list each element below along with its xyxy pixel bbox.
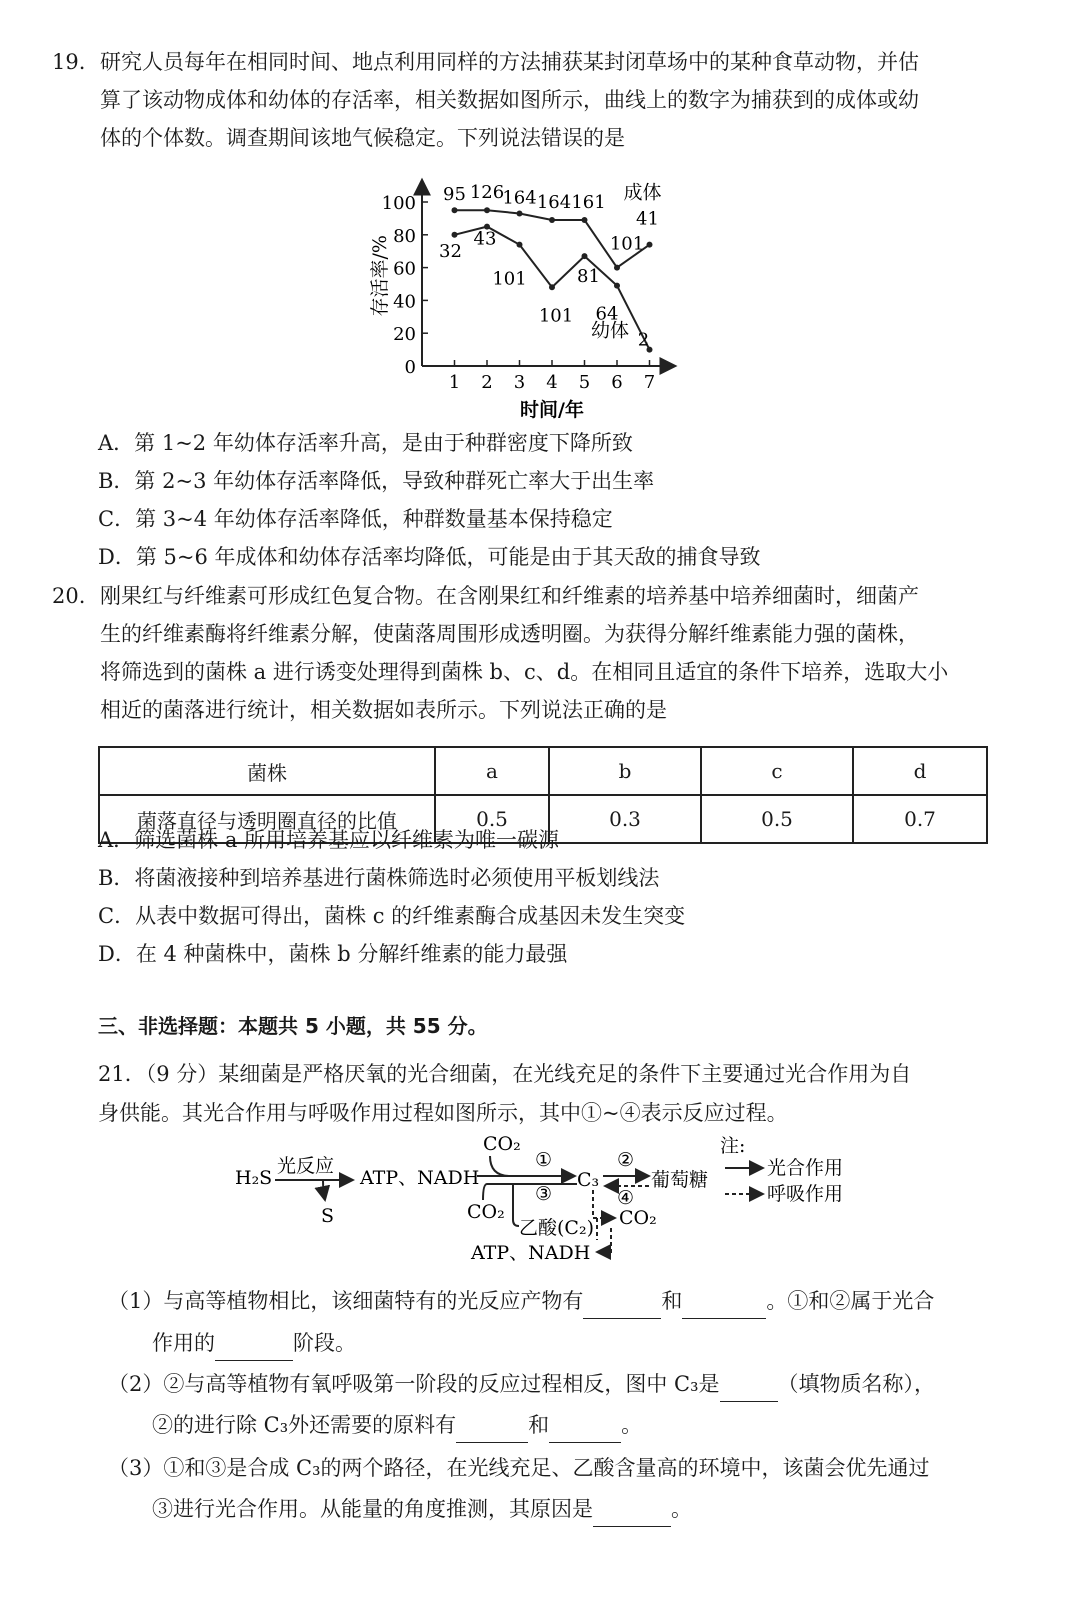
q20-option-c: C．从表中数据可得出，菌株 c 的纤维素酶合成基因未发生突变 [98, 904, 686, 928]
table-header-row [99, 747, 987, 795]
x-axis-label: 时间/年 [520, 399, 584, 421]
x-tick-label: 5 [578, 372, 591, 393]
q21-sub2-text-e: 。 [621, 1413, 643, 1437]
y-axis-label: 存活率/% [369, 235, 391, 317]
x-tick-label: 7 [643, 372, 656, 393]
answer-blank[interactable] [720, 1379, 778, 1402]
table-cell: 0.3 [549, 795, 701, 843]
q19-line-3: 体的个体数。调查期间该地气候稳定。下列说法错误的是 [100, 126, 625, 150]
table-cell: 0.7 [853, 795, 987, 843]
answer-blank[interactable] [456, 1420, 528, 1443]
data-label: 164 [536, 192, 572, 214]
atp-nadh-bottom: ATP、NADH [471, 1242, 591, 1264]
y-tick-label: 60 [393, 258, 416, 280]
survival-rate-chart [360, 160, 690, 425]
data-label: 43 [473, 228, 497, 250]
q20-line-2: 生的纤维素酶将纤维素分解，使菌落周围形成透明圈。为获得分解纤维素能力强的菌株， [100, 622, 919, 646]
x-tick-label: 6 [611, 372, 623, 393]
legend-resp: 呼吸作用 [767, 1183, 844, 1205]
q19-line-1: 研究人员每年在相同时间、地点利用同样的方法捕获某封闭草场中的某种食草动物，并估 [100, 50, 919, 74]
q20-option-a: A．筛选菌株 a 所用培养基应以纤维素为唯一碳源 [98, 828, 560, 852]
co2-path-1 [490, 1156, 510, 1176]
answer-blank[interactable] [682, 1296, 766, 1319]
q19-number: 19. [52, 50, 86, 74]
table-header-cell: b [549, 747, 701, 795]
q21-sub1-text-a: （1）与高等植物相比，该细菌特有的光反应产物有 [108, 1289, 584, 1313]
q19-line-2: 算了该动物成体和幼体的存活率，相关数据如图所示，曲线上的数字为捕获到的成体或幼 [100, 88, 919, 112]
x-tick-label: 4 [546, 372, 558, 393]
table-header-cell: 菌株 [99, 747, 435, 795]
q20-number: 20. [52, 584, 86, 608]
x-tick-label: 3 [513, 372, 526, 393]
data-label: 126 [469, 182, 505, 204]
data-label: 64 [595, 303, 619, 325]
atp-nadh-top: ATP、NADH [360, 1167, 480, 1189]
q21-sub1-text-c: 。①和②属于光合 [766, 1289, 935, 1313]
q19-option-c: C．第 3~4 年幼体存活率降低，种群数量基本保持稳定 [98, 507, 613, 531]
circle-3: ③ [535, 1183, 553, 1205]
q21-sub3-text-c: 。 [671, 1497, 692, 1521]
data-label: 95 [443, 184, 466, 206]
q21-sub3-text-a: （3）①和③是合成 C₃的两个路径，在光线充足、乙酸含量高的环境中，该菌会优先通过 [108, 1456, 930, 1480]
table-cell: 0.5 [701, 795, 853, 843]
co2-resp: CO₂ [619, 1207, 657, 1229]
series-name-juvenile: 幼体 [591, 319, 630, 342]
q21-sub2-text-d: 和 [528, 1413, 550, 1437]
h2s-label: H₂S [235, 1167, 273, 1189]
data-label: 81 [577, 266, 600, 288]
data-point [484, 207, 490, 213]
data-label: 2 [637, 329, 650, 351]
q21-sub2-text-c: ②的进行除 C₃外还需要的原料有 [152, 1413, 457, 1437]
data-point [647, 242, 653, 248]
q21-line-2: 身供能。其光合作用与呼吸作用过程如图所示，其中①~④表示反应过程。 [98, 1101, 788, 1125]
data-point [614, 283, 620, 289]
table-cell: 0.5 [435, 795, 549, 843]
q21-sub3-text-b: ③进行光合作用。从能量的角度推测，其原因是 [152, 1497, 593, 1521]
q21-sub1-line1 [108, 1283, 934, 1319]
data-label: 101 [538, 305, 574, 327]
data-point [614, 265, 620, 271]
q20-line-1: 刚果红与纤维素可形成红色复合物。在含刚果红和纤维素的培养基中培养细菌时，细菌产 [100, 584, 919, 608]
s-branch-arrow [323, 1180, 325, 1200]
q20-line-3: 将筛选到的菌株 a 进行诱变处理得到菌株 b、c、d。在相同且适宜的条件下培养，选取大小 [100, 660, 949, 684]
data-point [517, 242, 523, 248]
table-header-cell: c [701, 747, 853, 795]
data-point [452, 232, 458, 238]
c3-label: C₃ [577, 1169, 600, 1191]
y-tick-label: 40 [393, 291, 416, 313]
note-label: 注: [720, 1135, 746, 1157]
q21-sub3-line2 [152, 1491, 692, 1527]
co2-bottom: CO₂ [467, 1201, 505, 1223]
legend-photo: 光合作用 [767, 1157, 844, 1179]
data-point [582, 253, 588, 259]
q20-option-d: D．在 4 种菌株中，菌株 b 分解纤维素的能力最强 [98, 942, 568, 966]
y-tick-label: 0 [404, 357, 416, 378]
data-label: 101 [609, 233, 645, 255]
co2-top: CO₂ [483, 1133, 521, 1155]
metabolism-diagram [225, 1128, 865, 1270]
answer-blank[interactable] [215, 1338, 293, 1361]
co2-path-3 [483, 1184, 487, 1200]
data-point [549, 284, 555, 290]
q21-sub2-text-a: （2）②与高等植物有氧呼吸第一阶段的反应过程相反，图中 C₃是 [108, 1372, 720, 1396]
series-name-adult: 成体 [623, 181, 662, 204]
x-tick-label: 1 [448, 372, 461, 393]
data-point [549, 217, 555, 223]
data-label: 32 [439, 240, 462, 262]
answer-blank[interactable] [583, 1296, 661, 1319]
resp-atp-arrow [597, 1228, 611, 1252]
q21-sub3-line1 [108, 1450, 930, 1486]
y-tick-label: 80 [393, 225, 416, 247]
data-point [517, 210, 523, 216]
s-label: S [321, 1205, 335, 1227]
table-header-cell: d [853, 747, 987, 795]
q19-option-a: A．第 1~2 年幼体存活率升高，是由于种群密度下降所致 [98, 431, 633, 455]
data-point [582, 217, 588, 223]
q20-line-4: 相近的菌落进行统计，相关数据如表所示。下列说法正确的是 [100, 698, 667, 722]
glucose-label: 葡萄糖 [651, 1169, 709, 1191]
q21-sub1-line2 [152, 1325, 356, 1361]
q21-sub1-text-b: 和 [661, 1289, 683, 1313]
circle-2: ② [617, 1149, 635, 1171]
q21-sub1-text-e: 阶段。 [293, 1331, 356, 1355]
table-header-cell: a [435, 747, 549, 795]
data-label: 161 [571, 192, 606, 214]
y-tick-label: 100 [381, 193, 416, 214]
light-reaction-label: 光反应 [277, 1155, 335, 1177]
x-tick-label: 2 [481, 372, 493, 393]
resp-co2-arrow [593, 1190, 615, 1218]
q19-option-b: B．第 2~3 年幼体存活率降低，导致种群死亡率大于出生率 [98, 469, 655, 493]
data-label: 101 [492, 268, 527, 290]
section-heading: 三、非选择题：本题共 5 小题，共 55 分。 [98, 1014, 488, 1038]
data-point [452, 207, 458, 213]
answer-blank[interactable] [549, 1420, 621, 1443]
table-cell: 菌落直径与透明圈直径的比值 [99, 795, 435, 843]
data-label: 164 [502, 187, 537, 209]
q20-option-b: B．将菌液接种到培养基进行菌株筛选时必须使用平板划线法 [98, 866, 660, 890]
q21-sub2-line2 [152, 1407, 642, 1443]
circle-1: ① [535, 1149, 553, 1171]
circle-4: ④ [617, 1187, 635, 1209]
acetic-label: 乙酸(C₂) [519, 1217, 594, 1239]
q21-sub1-text-d: 作用的 [152, 1331, 215, 1355]
q21-sub2-line1 [108, 1366, 935, 1402]
q21-sub2-text-b: （填物质名称）， [777, 1372, 936, 1396]
q21-line-1: 21．（9 分）某细菌是严格厌氧的光合细菌，在光线充足的条件下主要通过光合作用为自 [98, 1062, 912, 1086]
answer-blank[interactable] [593, 1504, 671, 1527]
q19-option-d: D．第 5~6 年成体和幼体存活率均降低，可能是由于其天敌的捕食导致 [98, 545, 761, 569]
data-label: 41 [636, 208, 659, 230]
y-tick-label: 20 [393, 324, 416, 346]
